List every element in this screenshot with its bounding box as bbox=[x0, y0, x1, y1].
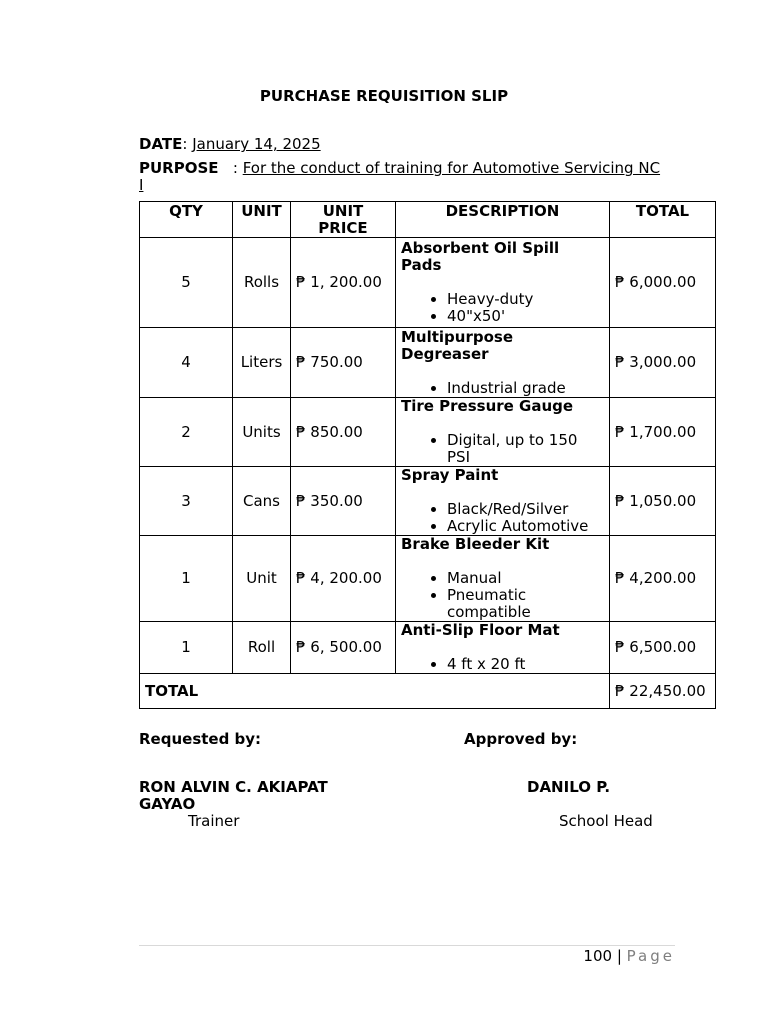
unit-price-cell: ₱ 850.00 bbox=[291, 398, 396, 467]
unit-price-cell: ₱ 1, 200.00 bbox=[291, 238, 396, 328]
header-unit-price: UNIT PRICE bbox=[291, 202, 396, 238]
item-name: Anti-Slip Floor Mat bbox=[401, 621, 560, 639]
purpose-label: PURPOSE bbox=[139, 159, 219, 177]
grand-total-value: ₱ 22,450.00 bbox=[610, 674, 716, 709]
table-row bbox=[140, 622, 716, 674]
description-cell bbox=[396, 467, 610, 536]
line-total-cell: ₱ 6,000.00 bbox=[610, 238, 716, 328]
line-total-cell: ₱ 6,500.00 bbox=[610, 622, 716, 674]
description-cell bbox=[396, 238, 610, 328]
item-name: Brake Bleeder Kit bbox=[401, 535, 550, 553]
line-total-cell: ₱ 1,050.00 bbox=[610, 467, 716, 536]
item-spec: • Manual bbox=[447, 570, 604, 587]
unit-cell: Rolls bbox=[233, 238, 291, 328]
table-row bbox=[140, 238, 716, 328]
header-qty: QTY bbox=[140, 202, 233, 238]
description-cell bbox=[396, 328, 610, 398]
unit-price-cell: ₱ 350.00 bbox=[291, 467, 396, 536]
qty-cell: 1 bbox=[140, 622, 233, 674]
item-name: Spray Paint bbox=[401, 466, 499, 484]
description-cell bbox=[396, 622, 610, 674]
table-row bbox=[140, 467, 716, 536]
date-label: DATE bbox=[139, 135, 183, 153]
qty-cell: 3 bbox=[140, 467, 233, 536]
unit-cell: Roll bbox=[233, 622, 291, 674]
requester-name: RON ALVIN C. AKIAPAT bbox=[139, 778, 328, 796]
page-separator: | bbox=[616, 947, 622, 965]
item-specs-list bbox=[401, 291, 604, 325]
table-row bbox=[140, 328, 716, 398]
line-total-cell: ₱ 3,000.00 bbox=[610, 328, 716, 398]
purpose-line bbox=[139, 160, 669, 194]
item-spec: • 40"x50' bbox=[447, 308, 604, 325]
item-spec: • Digital, up to 150 PSI bbox=[447, 432, 604, 466]
item-specs-list bbox=[401, 656, 604, 673]
approver-title: School Head bbox=[559, 812, 653, 830]
item-spec: • Acrylic Automotive bbox=[447, 518, 604, 535]
item-specs-list bbox=[401, 432, 604, 466]
table-row bbox=[140, 398, 716, 467]
page-word: Page bbox=[626, 947, 675, 965]
description-cell bbox=[396, 398, 610, 467]
item-name: Multipurpose Degreaser bbox=[401, 327, 514, 363]
unit-cell: Cans bbox=[233, 467, 291, 536]
approver-name-continued: GAYAO bbox=[139, 795, 196, 813]
item-spec: • Heavy-duty bbox=[447, 291, 604, 308]
approver-name: DANILO P. bbox=[527, 778, 611, 796]
unit-cell: Liters bbox=[233, 328, 291, 398]
grand-total-row bbox=[140, 674, 716, 709]
unit-price-cell: ₱ 6, 500.00 bbox=[291, 622, 396, 674]
unit-cell: Units bbox=[233, 398, 291, 467]
line-total-cell: ₱ 4,200.00 bbox=[610, 536, 716, 622]
requested-by-label: Requested by: bbox=[139, 730, 262, 748]
footer-divider bbox=[139, 945, 675, 946]
item-spec: • Industrial grade bbox=[447, 380, 604, 397]
item-spec: • 4 ft x 20 ft bbox=[447, 656, 604, 673]
item-specs-list bbox=[401, 501, 604, 535]
item-name: Tire Pressure Gauge bbox=[401, 397, 574, 415]
purpose-value: For the conduct of training for Automotive Servicing NC I bbox=[139, 159, 661, 194]
unit-cell: Unit bbox=[233, 536, 291, 622]
item-spec: • Black/Red/Silver bbox=[447, 501, 604, 518]
grand-total-label: TOTAL bbox=[140, 674, 610, 709]
qty-cell: 4 bbox=[140, 328, 233, 398]
document-title: PURCHASE REQUISITION SLIP bbox=[259, 87, 509, 105]
page-number: 100 bbox=[583, 947, 613, 965]
date-value: January 14, 2025 bbox=[192, 135, 321, 153]
unit-price-cell: ₱ 750.00 bbox=[291, 328, 396, 398]
header-unit: UNIT bbox=[233, 202, 291, 238]
approved-by-label: Approved by: bbox=[464, 730, 578, 748]
qty-cell: 1 bbox=[140, 536, 233, 622]
qty-cell: 5 bbox=[140, 238, 233, 328]
requisition-table bbox=[139, 201, 716, 709]
item-spec: • Pneumatic compatible bbox=[447, 587, 604, 621]
line-total-cell: ₱ 1,700.00 bbox=[610, 398, 716, 467]
purpose-separator: : bbox=[232, 159, 238, 177]
requester-title: Trainer bbox=[188, 812, 240, 830]
description-cell bbox=[396, 536, 610, 622]
header-description: DESCRIPTION bbox=[396, 202, 610, 238]
header-total: TOTAL bbox=[610, 202, 716, 238]
item-name: Absorbent Oil Spill Pads bbox=[401, 239, 560, 274]
table-row bbox=[140, 536, 716, 622]
qty-cell: 2 bbox=[140, 398, 233, 467]
table-header-row bbox=[140, 202, 716, 238]
item-specs-list bbox=[401, 380, 604, 397]
unit-price-cell: ₱ 4, 200.00 bbox=[291, 536, 396, 622]
item-specs-list bbox=[401, 570, 604, 621]
date-line: DATE: January 14, 2025 bbox=[139, 135, 321, 153]
page-footer bbox=[583, 947, 675, 965]
